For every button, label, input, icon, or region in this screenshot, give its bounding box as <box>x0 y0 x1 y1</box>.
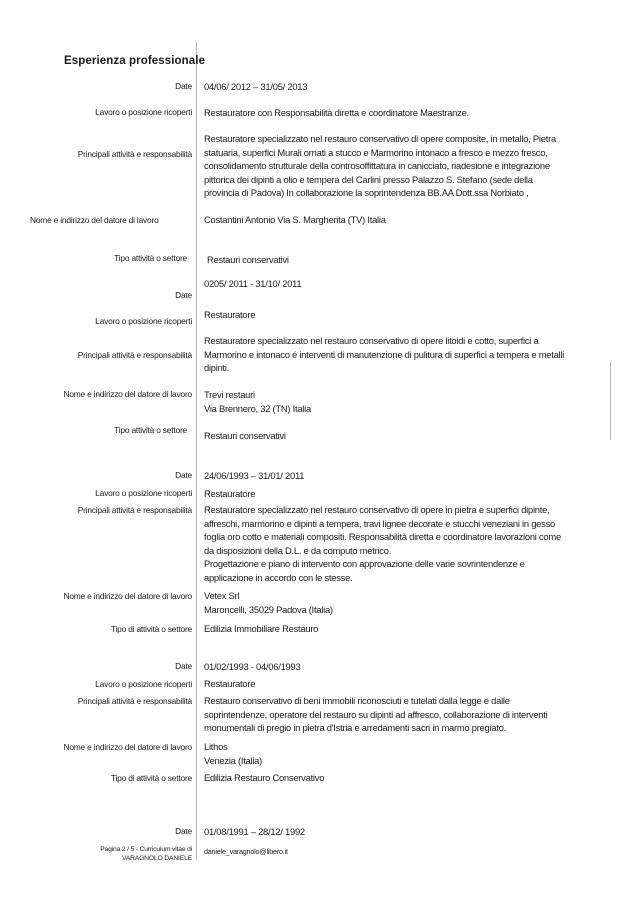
label-activities: Principali attività e responsabilità <box>77 505 192 515</box>
employer-line: Via Brennero, 32 (TN) Italia <box>204 402 311 414</box>
column-divider <box>196 42 197 860</box>
footer-page-number: Pagina 2 / 5 - Curriculum vitae di <box>100 846 192 853</box>
entry3-sector: Edilizia Immobiliare Restauro <box>204 623 319 634</box>
label-employer: Nome e indirizzo del datore di lavoro <box>30 215 159 225</box>
entry3-activities <box>204 503 604 585</box>
employer-line: Costantini Antonio Via S. Margherita (TV) Italia <box>204 214 386 225</box>
label-sector: Tipo di attività o settore <box>110 773 192 783</box>
activity-line: Restauratore specializzato nel restauro conservativo di opere in pietra e superfici dipinte, <box>204 504 550 515</box>
activity-line: applicazione in accordo con le stesse. <box>204 571 353 583</box>
activity-line: Restauratore specializzato nel restauro conservativo di opere composite, in metallo, Pietra <box>204 133 556 144</box>
activity-line: consolidamento strutturale della controsoffittatura in canicciato, riadesione e integrazione <box>204 160 550 172</box>
entry1-sector: Restauri conservativi <box>207 254 289 265</box>
activity-line: affreschi, marmorino e dipinti a tempera, travi lignee decorate e stucchi veneziani in gesso <box>204 517 555 529</box>
label-employer: Nome e indirizzo del datore di lavoro <box>63 389 192 399</box>
label-sector: Tipo di attività o settore <box>110 624 192 634</box>
label-sector: Tipo attività o settore <box>114 253 187 263</box>
entry1-date: 04/06/ 2012 – 31/05/ 2013 <box>204 81 308 92</box>
label-employer: Nome e indirizzo del datore di lavoro <box>63 591 192 601</box>
entry2-position: Restauratore <box>204 309 256 320</box>
entry1-position: Restauratore con Responsabilità diretta e coordinatore Maestranze. <box>204 107 469 118</box>
label-position: Lavoro o posizione ricoperti <box>95 316 192 326</box>
employer-line: Vetex Srl <box>204 590 240 601</box>
entry4-date: 01/02/1993 - 04/06/1993 <box>204 661 301 672</box>
label-position: Lavoro o posizione ricoperti <box>95 107 192 117</box>
activity-line: Progettazione e piano di intervento con approvazione delle varie sovrintendenze e <box>204 558 525 570</box>
entry4-sector: Edilizia Restauro Conservativo <box>204 772 325 783</box>
activity-line: Restauro conservativo di beni immobili riconosciuti e tutelati dalla legge e dalle <box>204 695 510 706</box>
label-employer: Nome e indirizzo del datore di lavoro <box>63 742 192 752</box>
section-title: Esperienza professionale <box>64 55 206 67</box>
employer-line: Venezia (Italia) <box>204 754 263 766</box>
activity-line: Restauratore specializzato nel restauro conservativo di opere litoidi e cotto, superfici a <box>204 335 539 346</box>
entry5-date: 01/08/1991 – 28/12/ 1992 <box>204 826 305 837</box>
label-position: Lavoro o posizione ricoperti <box>95 679 192 689</box>
entry2-activities <box>204 334 604 375</box>
employer-line: Lithos <box>204 741 228 752</box>
activity-line: foglia oro cotto e materiali compositi. Responsabilità diretta e coordinatore lavorazioni come <box>204 531 561 543</box>
entry2-employer <box>204 388 604 415</box>
label-position: Lavoro o posizione ricoperti <box>95 488 192 498</box>
footer-email: daniele_varagnolo@libero.it <box>204 847 288 856</box>
activity-line: pittorica dei dipinti a olio e tempera del Carlini presso Palazzo S. Stefano (sede della <box>204 173 533 185</box>
label-date: Date <box>175 661 192 671</box>
entry4-activities <box>204 694 604 735</box>
activity-line: soprintendenze, operatore del restauro su dipinti ad affresco, collaborazione di interventi <box>204 708 548 720</box>
entry2-date: 0205/ 2011 - 31/10/ 2011 <box>204 278 302 289</box>
activity-line: dipinti. <box>204 362 230 374</box>
right-margin-line <box>610 362 611 440</box>
activity-line: monumentali di pregio in pietra d'Istria e arredamenti sacri in marmo pregiato. <box>204 722 506 734</box>
entry2-sector: Restauri conservativi <box>204 430 286 441</box>
activity-line: statuaria, superfici Murali ornati a stucco e Marmorino intonaco a fresco e mezzo fresco, <box>204 146 548 158</box>
activity-line: Marmorino e intonaco é interventi di manutenzione di pulitura di superfici a tempera e metalli <box>204 348 565 360</box>
employer-line: Maroncelli, 35029 Padova (Italia) <box>204 603 333 615</box>
entry1-employer <box>204 213 604 227</box>
activity-line: da disposizioni della D.L. e da computo metrico. <box>204 544 392 556</box>
label-date: Date <box>175 290 192 300</box>
footer-owner-name: VARAGNOLO DANIELE <box>121 855 192 862</box>
employer-line: Trevi restauri <box>204 389 255 400</box>
label-date: Date <box>175 470 192 480</box>
label-activities: Principali attività e responsabilità <box>77 696 192 706</box>
entry3-date: 24/06/1993 – 31/01/ 2011 <box>204 470 305 481</box>
page-footer <box>100 845 192 863</box>
entry4-employer <box>204 740 604 767</box>
entry3-position: Restauratore <box>204 488 256 499</box>
label-activities: Principali attività e responsabilità <box>77 149 192 159</box>
label-date: Date <box>175 826 192 836</box>
entry3-employer <box>204 589 604 616</box>
label-date: Date <box>175 81 192 91</box>
label-activities: Principali attività e responsabilità <box>77 350 192 360</box>
entry4-position: Restauratore <box>204 678 256 689</box>
label-sector: Tipo attività o settore <box>114 425 187 435</box>
activity-line: provincia di Padova) In collaborazione la soprintendenza BB.AA Dott.ssa Norbiato , <box>204 187 529 199</box>
entry1-activities <box>204 132 604 200</box>
